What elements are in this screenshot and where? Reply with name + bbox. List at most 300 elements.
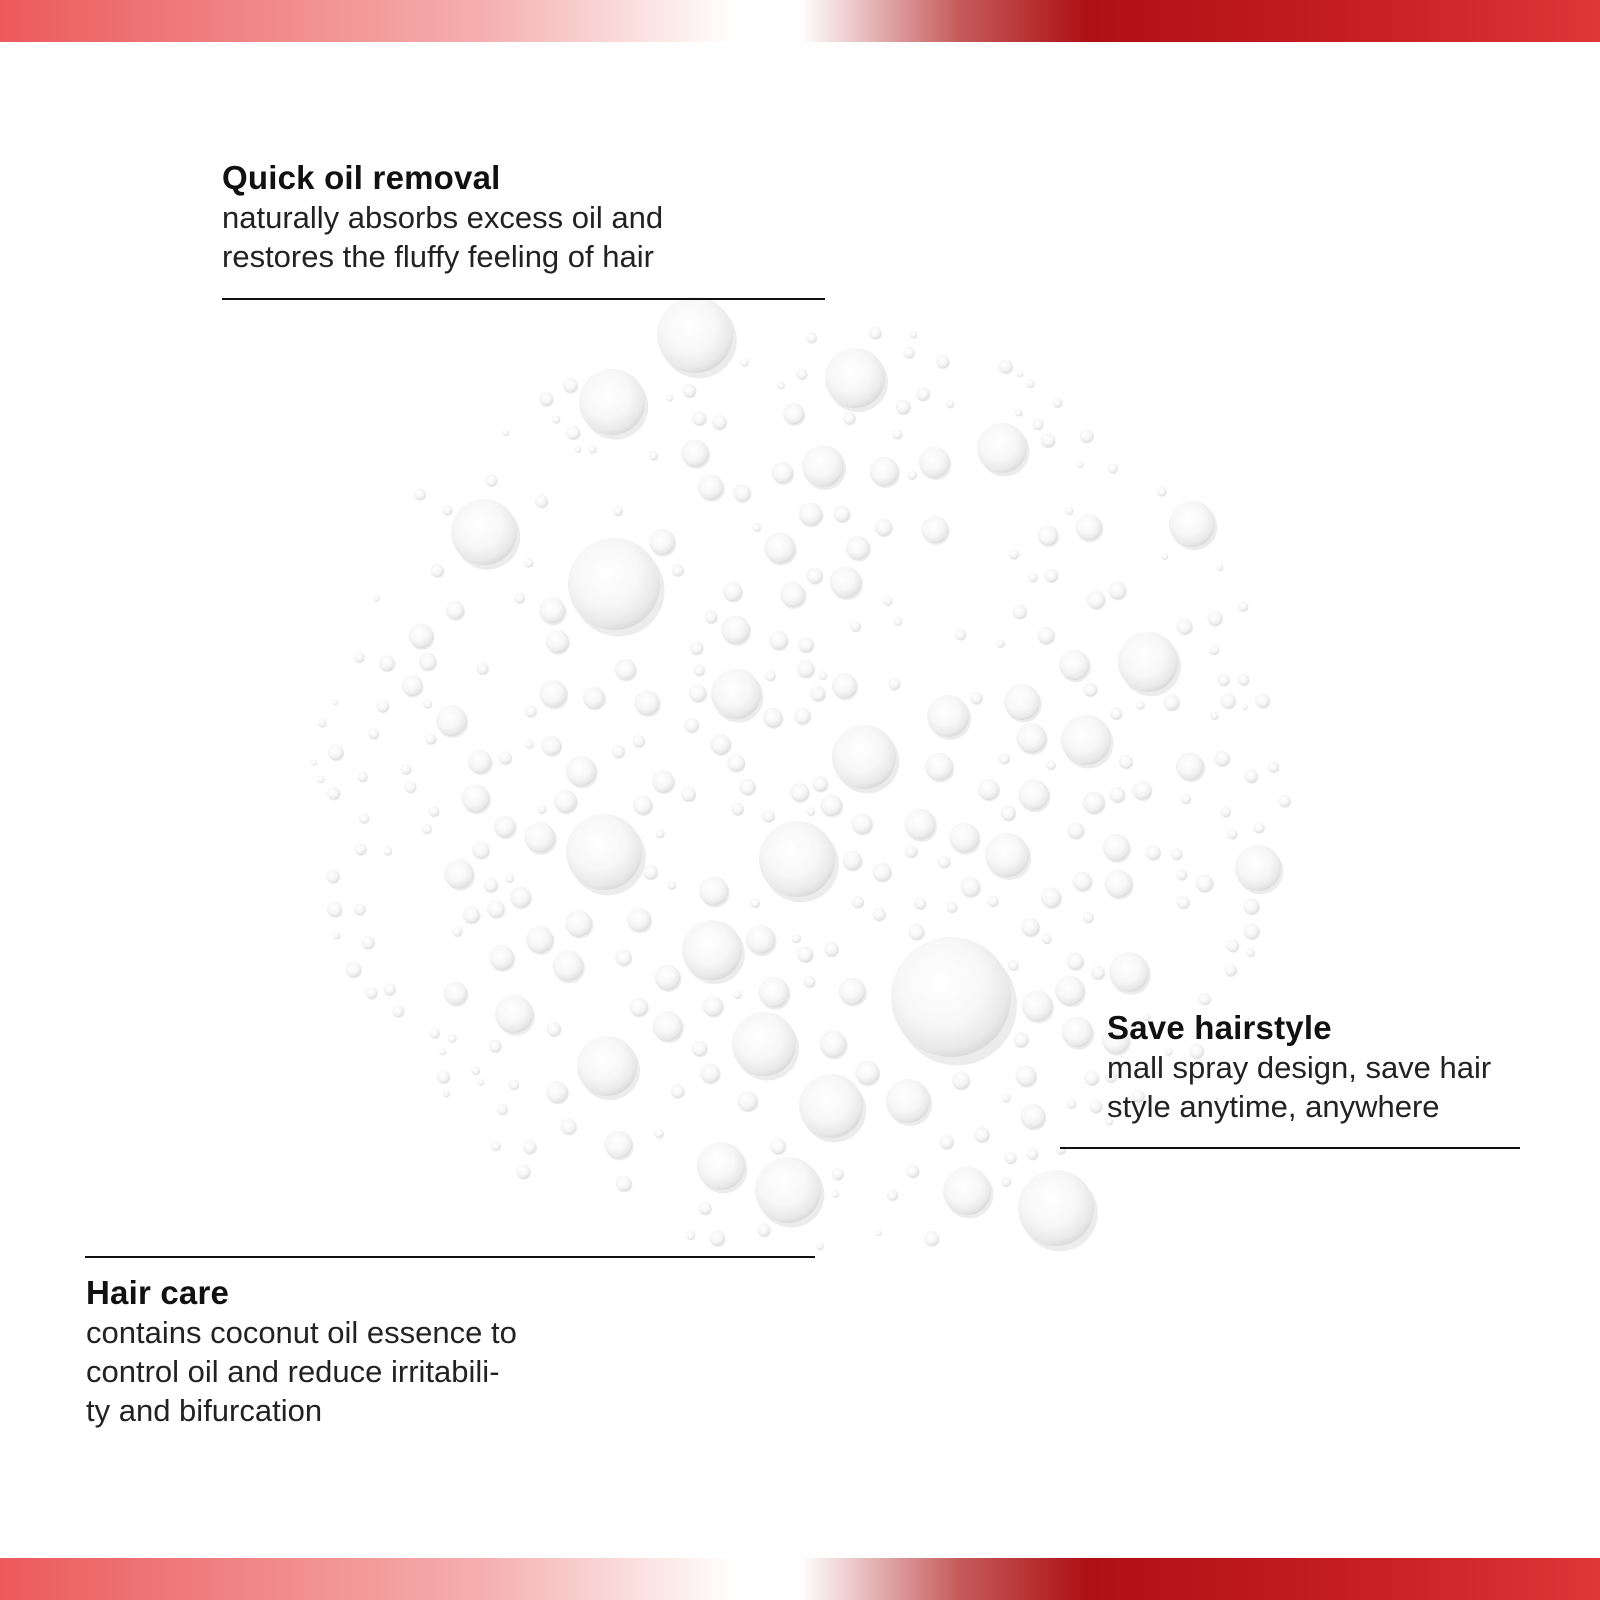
droplet [401, 764, 412, 775]
droplet [1080, 429, 1094, 443]
droplet [497, 1104, 508, 1115]
droplet [832, 1190, 839, 1197]
droplet [421, 824, 431, 834]
droplet [891, 937, 1011, 1057]
droplet [727, 754, 744, 771]
droplet [791, 933, 800, 942]
droplet [1083, 791, 1105, 813]
droplet [905, 845, 917, 857]
droplet [1066, 953, 1083, 970]
droplet [1022, 990, 1053, 1021]
droplet [908, 924, 924, 940]
droplet [565, 910, 592, 937]
droplet [657, 297, 733, 373]
droplet [1224, 964, 1236, 976]
droplet [539, 392, 553, 406]
droplet [1118, 632, 1178, 692]
droplet [1226, 939, 1239, 952]
droplet [1109, 787, 1124, 802]
droplet [780, 582, 805, 607]
droplet [1235, 845, 1281, 891]
droplet [798, 637, 814, 653]
droplet [579, 369, 645, 435]
droplet [1109, 582, 1126, 599]
droplet [359, 813, 369, 823]
droplet [764, 532, 795, 563]
droplet [1072, 872, 1091, 891]
droplet [851, 813, 872, 834]
droplet [429, 1028, 439, 1038]
droplet [615, 949, 631, 965]
droplet [1017, 371, 1023, 377]
droplet [627, 908, 651, 932]
droplet [692, 411, 706, 425]
droplet [1001, 1177, 1011, 1187]
droplet [1218, 674, 1230, 686]
droplet [317, 775, 325, 783]
droplet [807, 807, 815, 815]
droplet [799, 502, 822, 525]
droplet [949, 823, 979, 853]
droplet [1077, 461, 1084, 468]
droplet [872, 862, 891, 881]
droplet [762, 809, 775, 822]
droplet [797, 660, 815, 678]
feature-description: naturally absorbs excess oil and restores the fluffy feeling of hair [222, 200, 664, 274]
droplet [1216, 564, 1223, 571]
droplet [737, 1091, 757, 1111]
feature-title: Hair care [86, 1274, 230, 1311]
droplet [633, 735, 645, 747]
droplet [721, 615, 750, 644]
droplet [444, 859, 473, 888]
feature-title: Quick oil removal [222, 159, 501, 196]
droplet [1061, 715, 1111, 765]
droplet [355, 843, 367, 855]
droplet [1255, 693, 1270, 708]
feature-save-hairstyle [1107, 1008, 1587, 1126]
droplet [1278, 795, 1290, 807]
feature-title: Save hairstyle [1107, 1009, 1332, 1046]
droplet [451, 499, 517, 565]
divider-line [1060, 1147, 1520, 1149]
droplet [733, 990, 741, 998]
droplet [1220, 693, 1235, 708]
droplet [1244, 923, 1260, 939]
droplet [525, 740, 534, 749]
droplet [376, 700, 389, 713]
droplet [574, 446, 581, 453]
droplet [419, 653, 436, 670]
droplet [759, 821, 835, 897]
droplet [799, 1074, 863, 1138]
droplet [476, 662, 488, 674]
droplet [615, 659, 636, 680]
droplet [697, 1142, 745, 1190]
droplet [1246, 948, 1254, 956]
droplet [524, 822, 555, 853]
droplet [566, 426, 580, 440]
droplet [566, 814, 642, 890]
droplet [905, 809, 936, 840]
droplet [566, 756, 596, 786]
droplet [914, 897, 926, 909]
droplet [452, 926, 462, 936]
droplet [1020, 1104, 1045, 1129]
droplet [1026, 379, 1034, 387]
droplet [446, 601, 464, 619]
droplet [671, 1084, 685, 1098]
droplet [839, 978, 866, 1005]
droplet [489, 945, 514, 970]
droplet [824, 942, 838, 956]
droplet [850, 621, 861, 632]
droplet [732, 1012, 796, 1076]
droplet [425, 733, 436, 744]
droplet [833, 506, 849, 522]
droplet [733, 484, 750, 501]
droplet [681, 439, 709, 467]
droplet [477, 1079, 484, 1086]
droplet [1207, 611, 1222, 626]
droplet [924, 1231, 939, 1246]
droplet [577, 1036, 637, 1096]
feature-quick-oil-removal [222, 158, 842, 276]
droplet [649, 529, 675, 555]
droplet [471, 1066, 480, 1075]
droplet [1059, 650, 1089, 680]
droplet [907, 470, 917, 480]
droplet [1083, 912, 1094, 923]
droplet [526, 926, 553, 953]
droplet [1018, 780, 1049, 811]
droplet [1083, 683, 1097, 697]
droplet [1110, 707, 1122, 719]
droplet [692, 1041, 707, 1056]
droplet [414, 489, 425, 500]
droplet [524, 558, 533, 567]
droplet [373, 595, 379, 601]
droplet [819, 1031, 846, 1058]
droplet [333, 932, 341, 940]
droplet [463, 906, 480, 923]
droplet [1146, 845, 1161, 860]
droplet [392, 1005, 404, 1017]
droplet [883, 596, 893, 606]
droplet [739, 779, 755, 795]
droplet [629, 998, 647, 1016]
droplet [704, 610, 717, 623]
droplet [1176, 752, 1204, 780]
droplet [710, 734, 731, 755]
droplet [326, 869, 339, 882]
droplet [1237, 674, 1249, 686]
droplet [1028, 572, 1038, 582]
droplet [431, 564, 444, 577]
droplet [633, 795, 652, 814]
droplet [499, 751, 512, 764]
droplet [906, 1164, 919, 1177]
droplet [509, 1079, 519, 1089]
droplet [682, 920, 742, 980]
droplet [1087, 591, 1105, 609]
droplet [1163, 694, 1179, 710]
droplet [546, 1022, 560, 1036]
droplet [955, 628, 966, 639]
droplet [1107, 463, 1117, 473]
droplet [552, 415, 560, 423]
droplet [1032, 419, 1043, 430]
droplet [852, 896, 864, 908]
droplet [539, 597, 565, 623]
droplet [700, 1063, 720, 1083]
droplet [886, 1079, 930, 1123]
droplet [1195, 874, 1212, 891]
droplet [655, 829, 664, 838]
droplet [1044, 568, 1058, 582]
droplet [357, 772, 367, 782]
droplet [1199, 993, 1211, 1005]
droplet [542, 736, 562, 756]
droplet [806, 333, 816, 343]
droplet [461, 784, 489, 812]
droplet [436, 705, 467, 736]
droplet [1109, 952, 1149, 992]
droplet [843, 412, 856, 425]
droplet [903, 347, 914, 358]
droplet [998, 753, 1009, 764]
droplet [832, 1168, 844, 1180]
droplet [516, 1165, 530, 1179]
droplet [888, 678, 900, 690]
droplet [1238, 601, 1248, 611]
droplet [443, 1090, 450, 1097]
droplet [494, 816, 516, 838]
droplet [1133, 781, 1152, 800]
droplet [875, 1230, 881, 1236]
droplet [952, 1072, 970, 1090]
droplet [1013, 605, 1027, 619]
droplet [763, 708, 783, 728]
droplet [683, 384, 696, 397]
droplet [568, 538, 660, 630]
droplet [987, 896, 998, 907]
droplet [919, 447, 950, 478]
droplet [723, 582, 742, 601]
droplet [1177, 619, 1193, 635]
droplet [686, 1231, 695, 1240]
droplet [510, 887, 531, 908]
droplet [491, 1141, 501, 1151]
droplet [927, 695, 969, 737]
droplet [855, 1061, 879, 1085]
droplet [1084, 1071, 1099, 1086]
droplet [772, 462, 793, 483]
droplet [783, 403, 804, 424]
droplet [1062, 1016, 1093, 1047]
droplet [1157, 486, 1167, 496]
droplet [1227, 829, 1237, 839]
droplet [1209, 645, 1219, 655]
droplet [970, 692, 982, 704]
droplet [317, 718, 326, 727]
droplet [354, 903, 366, 915]
droplet [1055, 1144, 1065, 1154]
droplet [770, 1138, 786, 1154]
droplet [437, 1070, 450, 1083]
droplet [1091, 966, 1105, 980]
droplet [472, 841, 489, 858]
droplet [383, 847, 392, 856]
droplet [423, 699, 432, 708]
droplet [790, 783, 809, 802]
droplet [1015, 1065, 1036, 1086]
droplet [525, 705, 537, 717]
droplet [818, 671, 827, 680]
droplet [740, 358, 748, 366]
droplet [842, 851, 861, 870]
droplet [354, 652, 365, 663]
droplet [666, 394, 673, 401]
droplet [711, 669, 761, 719]
droplet [468, 750, 491, 773]
droplet [495, 995, 533, 1033]
droplet [1052, 398, 1062, 408]
droplet [546, 1081, 568, 1103]
droplet [1065, 507, 1073, 515]
droplet [1210, 712, 1218, 720]
droplet [1136, 701, 1145, 710]
droplet [996, 639, 1005, 648]
droplet [368, 728, 379, 739]
droplet [1041, 934, 1051, 944]
droplet [1067, 1099, 1076, 1108]
droplet [870, 457, 899, 486]
droplet [1161, 553, 1168, 560]
droplet [709, 1230, 725, 1246]
droplet [448, 1034, 457, 1043]
droplet [946, 400, 954, 408]
droplet [922, 516, 949, 543]
droplet [652, 1011, 682, 1041]
droplet [1038, 525, 1058, 545]
droplet [893, 617, 902, 626]
droplet [1004, 684, 1040, 720]
droplet [1041, 433, 1055, 447]
droplet [1104, 870, 1132, 898]
divider-line [222, 298, 825, 300]
droplet [1244, 769, 1258, 783]
droplet [978, 779, 999, 800]
droplet [1026, 1148, 1038, 1160]
droplet [483, 878, 497, 892]
droplet [702, 996, 723, 1017]
droplet [444, 982, 468, 1006]
droplet [757, 1223, 770, 1236]
droplet [327, 902, 342, 917]
droplet [806, 567, 822, 583]
feature-hair-care [86, 1273, 606, 1430]
droplet [1242, 704, 1248, 710]
droplet [985, 833, 1029, 877]
droplet [643, 865, 658, 880]
droplet [925, 753, 953, 781]
droplet [652, 770, 674, 792]
droplet [1253, 822, 1264, 833]
droplet [401, 675, 422, 696]
droplet [810, 686, 825, 701]
droplet [1005, 1152, 1017, 1164]
droplet [1103, 834, 1130, 861]
droplet [698, 474, 724, 500]
droplet [892, 429, 902, 439]
droplet [588, 445, 596, 453]
droplet [667, 881, 676, 890]
droplet [502, 429, 509, 436]
droplet [612, 745, 625, 758]
droplet [873, 908, 886, 921]
droplet [1018, 1170, 1094, 1246]
droplet [1008, 960, 1018, 970]
droplet [794, 708, 810, 724]
droplet [875, 518, 892, 535]
droplet [1015, 409, 1022, 416]
droplet [832, 673, 857, 698]
droplet [523, 1140, 536, 1153]
droplet [405, 781, 417, 793]
droplet [1021, 918, 1039, 936]
droplet [561, 1119, 577, 1135]
droplet [384, 983, 396, 995]
droplet [1067, 822, 1084, 839]
droplet [332, 699, 338, 705]
droplet [869, 327, 881, 339]
droplet [797, 946, 813, 962]
droplet [1037, 627, 1054, 644]
droplet [1169, 501, 1215, 547]
droplet [1220, 806, 1231, 817]
droplet [755, 1157, 821, 1223]
droplet [428, 806, 439, 817]
droplet [804, 976, 816, 988]
droplet [379, 655, 395, 671]
droplet [439, 1048, 446, 1055]
droplet [776, 381, 784, 389]
droplet [977, 423, 1027, 473]
droplet [327, 787, 340, 800]
droplet [409, 624, 434, 649]
droplet [1171, 848, 1182, 859]
droplet [769, 631, 788, 650]
droplet [553, 950, 584, 981]
feature-description: contains coconut oil essence to control oil and reduce irritabili- ty and bifurcation [86, 1315, 517, 1428]
droplet [936, 355, 949, 368]
droplet [583, 687, 605, 709]
droplet [887, 1189, 898, 1200]
droplet [540, 680, 567, 707]
droplet [825, 348, 885, 408]
droplet [938, 856, 950, 868]
droplet [1046, 761, 1055, 770]
droplet [896, 399, 911, 414]
droplet [796, 368, 807, 379]
droplet [1075, 514, 1102, 541]
divider-line [85, 1256, 815, 1258]
droplet [1017, 723, 1047, 753]
droplet [489, 1040, 501, 1052]
droplet [916, 387, 930, 401]
droplet [998, 359, 1012, 373]
